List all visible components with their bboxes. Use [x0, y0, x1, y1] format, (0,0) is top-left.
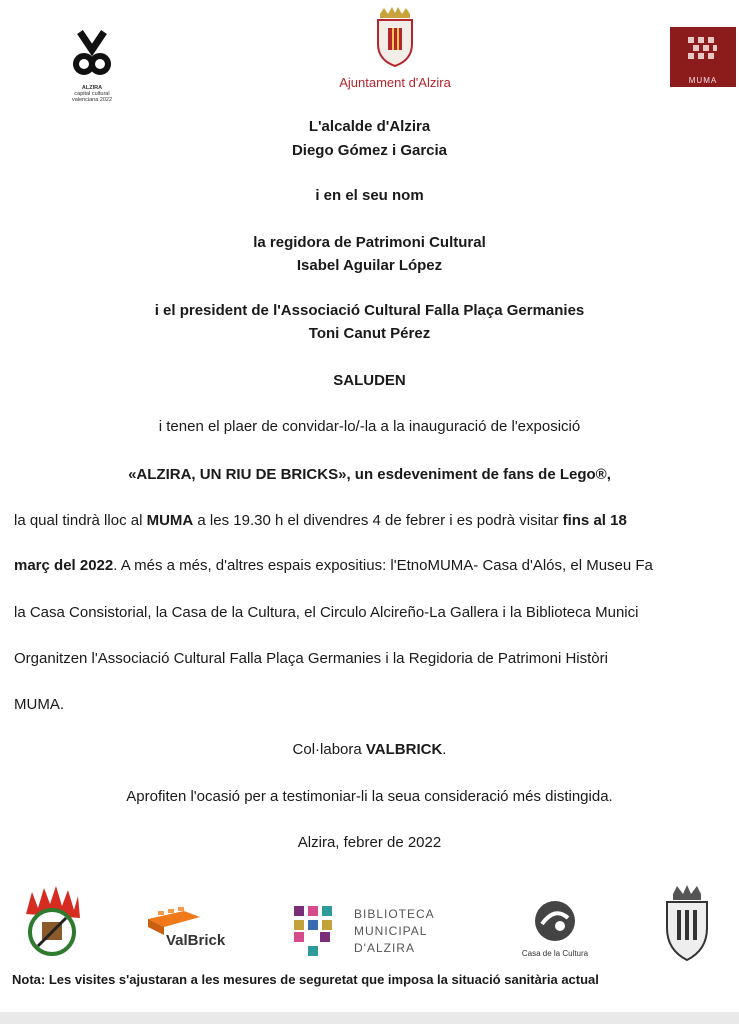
- councillor-title: la regidora de Patrimoni Cultural: [253, 234, 486, 251]
- casa-cultura-logo: [510, 898, 600, 960]
- brick-icon: [144, 905, 204, 935]
- collab-text: Col·labora: [292, 741, 366, 758]
- muma-pattern-icon: [670, 27, 736, 71]
- paragraph-line-4: Organitzen l'Associació Cultural Falla Plaça Germanies i la Regidoria de Patrimoni Històri: [14, 650, 608, 667]
- muma-logo-label: MUMA: [688, 76, 718, 85]
- p2-text: . A més a més, d'altres espais expositius: l'EtnoMUMA- Casa d'Alós, el Museu Fa: [113, 557, 653, 574]
- coat-of-arms-icon: [657, 884, 717, 962]
- councillor-name: Isabel Aguilar López: [296, 257, 443, 274]
- paragraph-line-5: MUMA.: [14, 696, 64, 713]
- ajuntament-logo: [300, 6, 490, 92]
- paragraph-line-1: [14, 512, 739, 529]
- p1-muma: MUMA: [146, 512, 194, 529]
- paragraph-line-3: la Casa Consistorial, la Casa de la Cultura, el Circulo Alcireño-La Gallera i la Biblioteca Munici: [14, 604, 639, 621]
- casa-cultura-label: Casa de la Cultura: [521, 949, 589, 958]
- mayor-title: L'alcalde d'Alzira: [308, 118, 431, 135]
- ajuntament-name: Ajuntament d'Alzira: [339, 75, 451, 90]
- biblioteca-logo: [290, 902, 460, 964]
- event-title: «ALZIRA, UN RIU DE BRICKS», un esdeveniment de fans de Lego®,: [128, 466, 611, 483]
- president-name: Toni Canut Pérez: [308, 325, 431, 342]
- alzira-logo-icon: [60, 28, 124, 80]
- mayor-name: Diego Gómez i Garcia: [291, 142, 448, 159]
- collab-period: .: [442, 741, 447, 758]
- invitation-line: i tenen el plaer de convidar-lo/-la a la inauguració de l'exposició: [158, 418, 581, 435]
- valbrick-label: ValBrick: [166, 932, 226, 949]
- p1-text-a: la qual tindrà lloc al: [14, 512, 147, 529]
- alzira-logo-line3: valenciana 2022: [71, 97, 113, 103]
- biblioteca-line3: D'ALZIRA: [354, 941, 415, 955]
- falla-logo: [20, 884, 84, 960]
- biblioteca-line1: BIBLIOTECA: [354, 907, 435, 921]
- alzira-capital-logo: [60, 28, 124, 110]
- in-name-line: i en el seu nom: [315, 187, 424, 204]
- collab-valbrick: VALBRICK: [365, 741, 443, 758]
- p1-until: fins al 18: [562, 512, 627, 529]
- bottom-bar: [0, 1012, 739, 1024]
- city-crest-footer: [657, 884, 717, 962]
- city-crest-icon: [370, 6, 420, 68]
- paragraph-line-2: [14, 557, 739, 574]
- alzira-logo-line1: ALZIRA: [81, 85, 103, 91]
- falla-flame-icon: [20, 884, 84, 960]
- date-line: Alzira, febrer de 2022: [297, 834, 442, 851]
- p2-date: març del 2022: [14, 557, 114, 574]
- valbrick-logo: [144, 905, 240, 955]
- biblioteca-line2: MUNICIPAL: [354, 924, 428, 938]
- alzira-logo-line2: capital cultural: [74, 91, 110, 97]
- collaboration-line: [0, 741, 739, 758]
- saluden-heading: SALUDEN: [333, 372, 406, 389]
- biblioteca-mosaic-icon: [290, 902, 346, 960]
- casa-cultura-icon: [532, 898, 578, 944]
- muma-logo: [670, 27, 736, 87]
- p1-text-b: a les 19.30 h el divendres 4 de febrer i es podrà visitar: [193, 512, 563, 529]
- president-title: i el president de l'Associació Cultural Falla Plaça Germanies: [154, 302, 585, 319]
- closing-line: Aprofiten l'ocasió per a testimoniar-li la seua consideració més distingida.: [126, 788, 613, 805]
- safety-note: Nota: Les visites s'ajustaran a les mesures de seguretat que imposa la situació sanitària actual: [12, 972, 599, 987]
